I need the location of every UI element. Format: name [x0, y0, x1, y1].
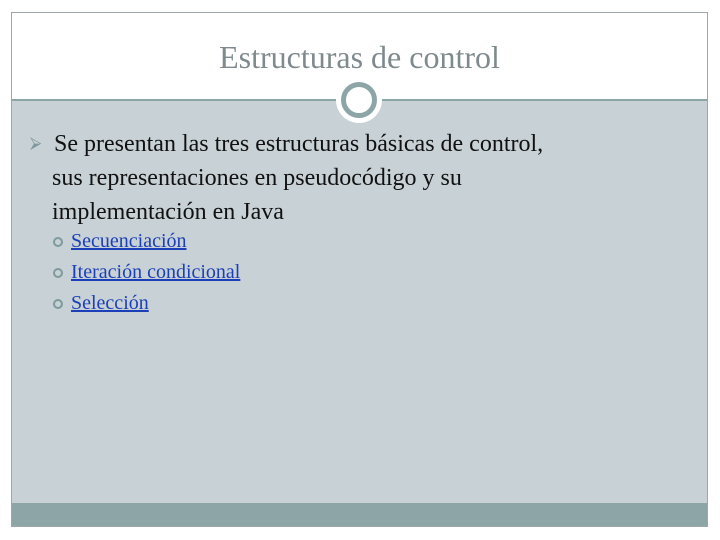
circle-ornament-icon: [341, 82, 377, 118]
main-bullet-line3: implementación en Java: [52, 199, 284, 225]
sub-bullet-list: [53, 226, 240, 319]
main-bullet: [30, 127, 680, 229]
slide-title: Estructuras de control: [219, 39, 500, 75]
footer-bar: [12, 503, 707, 526]
ring-bullet-icon: [53, 237, 63, 247]
link-secuenciacion[interactable]: Secuenciación: [71, 230, 187, 252]
list-item: [53, 288, 240, 319]
list-item: [53, 226, 240, 257]
ring-bullet-icon: [53, 299, 63, 309]
list-item: [53, 257, 240, 288]
arrow-bullet-icon: ⮚: [30, 135, 42, 152]
main-bullet-line2: sus representaciones en pseudocódigo y su: [52, 165, 462, 191]
main-bullet-line1: Se presentan las tres estructuras básicas de control,: [54, 131, 544, 157]
ring-bullet-icon: [53, 268, 63, 278]
link-iteracion-condicional[interactable]: Iteración condicional: [71, 261, 241, 283]
link-seleccion[interactable]: Selección: [71, 292, 149, 314]
